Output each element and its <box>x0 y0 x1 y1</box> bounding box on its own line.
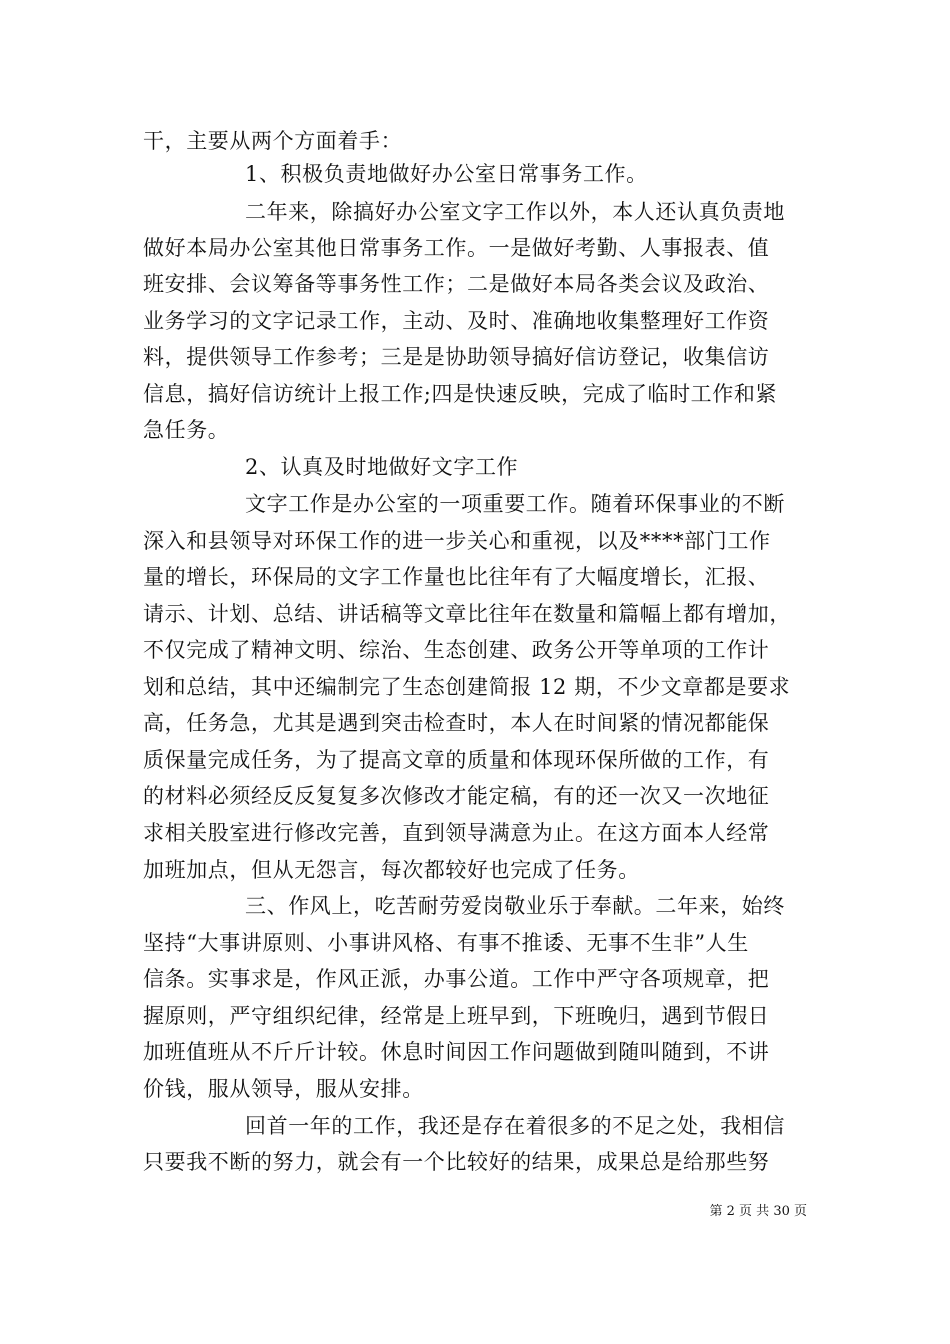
text-line-28: 回首一年的工作，我还是存在着很多的不足之处，我相信 <box>245 1114 785 1138</box>
text-line-20: 求相关股室进行修改完善，直到领导满意为止。在这方面本人经常 <box>143 821 770 845</box>
text-line-12: 深入和县领导对环保工作的进一步关心和重视，以及****部门工作 <box>143 529 771 553</box>
text-line-6: 业务学习的文字记录工作，主动、及时、准确地收集整理好工作资 <box>143 309 770 333</box>
text-line-24: 信条。实事求是，作风正派，办事公道。工作中严守各项规章，把 <box>143 967 770 991</box>
text-line-15: 不仅完成了精神文明、综治、生态创建、政务公开等单项的工作计 <box>143 638 770 662</box>
text-line-22: 三、作风上，吃苦耐劳爱岗敬业乐于奉献。二年来，始终 <box>245 894 785 918</box>
text-line-8: 信息，搞好信访统计上报工作;四是快速反映，完成了临时工作和紧 <box>143 382 778 406</box>
section-heading-1: 1、积极负责地做好办公室日常事务工作。 <box>245 162 648 186</box>
text-line-1: 干，主要从两个方面着手： <box>143 129 403 153</box>
text-line-17: 高，任务急，尤其是遇到突击检查时，本人在时间紧的情况都能保 <box>143 711 770 735</box>
text-line-26: 加班值班从不斤斤计较。休息时间因工作问题做到随叫随到，不讲 <box>143 1040 770 1064</box>
text-line-11: 文字工作是办公室的一项重要工作。随着环保事业的不断 <box>245 492 785 516</box>
section-heading-2: 2、认真及时地做好文字工作 <box>245 455 519 479</box>
text-line-4: 做好本局办公室其他日常事务工作。一是做好考勤、人事报表、值 <box>143 236 770 260</box>
text-line-27: 价钱，服从领导，服从安排。 <box>143 1077 424 1101</box>
text-line-9: 急任务。 <box>143 418 230 442</box>
text-line-29: 只要我不断的努力，就会有一个比较好的结果，成果总是给那些努 <box>143 1150 770 1174</box>
text-line-13: 量的增长，环保局的文字工作量也比往年有了大幅度增长，汇报、 <box>143 565 770 589</box>
text-line-7: 料，提供领导工作参考；三是是协助领导搞好信访登记，收集信访 <box>143 345 770 369</box>
text-line-14: 请示、计划、总结、讲话稿等文章比往年在数量和篇幅上都有增加， <box>143 602 791 626</box>
text-line-21: 加班加点，但从无怨言，每次都较好也完成了任务。 <box>143 858 640 882</box>
text-line-25: 握原则，严守组织纪律，经常是上班早到，下班晚归，遇到节假日 <box>143 1004 770 1028</box>
text-line-5: 班安排、会议筹备等事务性工作；二是做好本局各类会议及政治、 <box>143 272 770 296</box>
text-line-19: 的材料必须经反反复复多次修改才能定稿，有的还一次又一次地征 <box>143 784 770 808</box>
page-number: 第 2 页 共 30 页 <box>709 1204 807 1219</box>
text-line-16: 划和总结，其中还编制完了生态创建简报 12 期，不少文章都是要求 <box>143 675 791 699</box>
text-line-18: 质保量完成任务，为了提高文章的质量和体现环保所做的工作，有 <box>143 748 770 772</box>
text-line-23: 坚持“大事讲原则、小事讲风格、有事不推诿、无事不生非”人生 <box>143 931 749 955</box>
text-line-3: 二年来，除搞好办公室文字工作以外，本人还认真负责地 <box>245 200 785 224</box>
